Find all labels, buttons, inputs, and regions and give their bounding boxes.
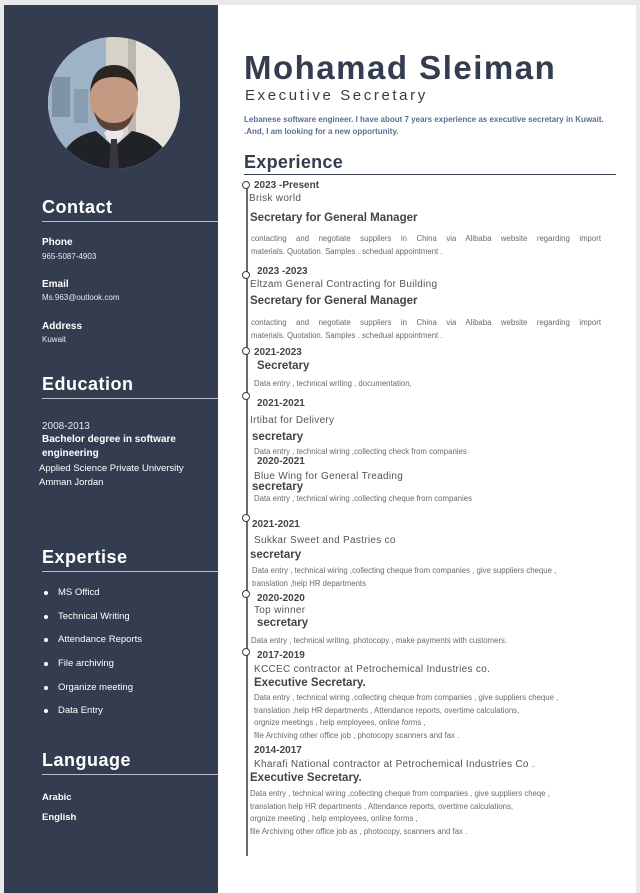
description-line: materials. Quotation. Samples . schedual appointment .: [251, 246, 443, 256]
job-description: [254, 378, 412, 391]
job-title: secretary: [250, 549, 302, 561]
job-date: 2020-2021: [257, 456, 305, 467]
job-date: 2023 -Present: [254, 180, 320, 191]
description-line: Data entry , technical wiring ,collecting cheque from companies: [254, 494, 472, 503]
resume-page: [4, 5, 636, 893]
language-item: Arabic: [42, 792, 72, 803]
job-title: secretary: [252, 431, 304, 443]
timeline-dot: [242, 392, 250, 400]
job-company: Sukkar Sweet and Pastries co: [254, 535, 396, 546]
phone-label: Phone: [42, 237, 73, 248]
job-title: Executive Secretary.: [250, 772, 362, 784]
description-line: contacting and negotiate suppliers in China via Alibaba website regarding import: [251, 318, 601, 327]
phone-value: 965-5087-4903: [42, 252, 97, 261]
list-item: Data Entry: [44, 705, 142, 729]
description-line: Data entry , technical wiring ,collecting cheque from companies , give suppliers cheque ,: [252, 566, 557, 575]
job-title: Secretary: [257, 360, 310, 372]
job-date: 2021-2021: [252, 519, 300, 530]
description-line: Data entry , technical writing, photocopy , make payments with customers.: [251, 636, 508, 645]
email-value: Ms.963@outlook.com: [42, 293, 120, 302]
job-date: 2017-2019: [257, 650, 305, 661]
description-line: Data entry , technical wiring ,collecting check from companies: [254, 447, 467, 456]
education-heading: Education: [42, 374, 134, 394]
job-date: 2020-2020: [257, 593, 305, 604]
job-description: [251, 233, 601, 258]
expertise-list: [44, 587, 142, 729]
job-description: [254, 493, 472, 506]
list-item: Technical Writing: [44, 611, 142, 635]
description-line: contacting and negotiate suppliers in China via Alibaba website regarding import: [251, 234, 601, 243]
education-degree: Bachelor degree in software engineering: [42, 434, 176, 459]
profile-summary: Lebanese software engineer. I have about 7 years experience as executive secretary in Kuwait. .And, I am looking for a new opportunity.: [244, 115, 604, 136]
description-line: materials. Quotation. Samples . schedual appointment .: [251, 330, 443, 340]
job-title: secretary: [252, 481, 304, 493]
contact-heading: Contact: [42, 197, 113, 217]
timeline-dot: [242, 590, 250, 598]
job-description: [251, 635, 507, 648]
description-line: translation ,help HR departments , Attendance reports, overtime calculations,: [254, 705, 520, 715]
job-date: 2014-2017: [254, 745, 302, 756]
job-description: [254, 692, 558, 742]
description-line: file Archiving other office job as , photocopy, scanners and fax .: [250, 826, 468, 836]
description-line: Data entry , technical wiring ,collecting cheque from companies , give suppliers cheque ,: [254, 693, 559, 702]
candidate-role: Executive Secretary: [245, 87, 428, 104]
description-line: translation help HR departments , Attendance reports, overtime calculations,: [250, 801, 514, 811]
job-company: Eltzam General Contracting for Building: [250, 279, 438, 290]
job-company: KCCEC contractor at Petrochemical Industries co.: [254, 664, 491, 675]
email-label: Email: [42, 279, 69, 290]
list-item: MS Officd: [44, 587, 142, 611]
language-heading: Language: [42, 750, 132, 770]
language-divider: [42, 774, 218, 775]
experience-divider: [244, 174, 616, 175]
expertise-divider: [42, 571, 218, 572]
timeline-dot: [242, 347, 250, 355]
job-company: Brisk world: [249, 193, 302, 204]
description-line: Data entry , technical writing , documentation,: [254, 379, 412, 388]
profile-photo: [48, 37, 180, 169]
education-years: 2008-2013: [42, 421, 90, 432]
expertise-heading: Expertise: [42, 547, 128, 567]
job-description: [250, 788, 550, 838]
job-title: Secretary for General Manager: [250, 212, 418, 224]
list-item: File archiving: [44, 658, 142, 682]
job-date: 2021-2023: [254, 347, 302, 358]
job-company: Irtibat for Delivery: [250, 415, 335, 426]
sidebar: [4, 5, 218, 893]
list-item: Organize meeting: [44, 682, 142, 706]
education-city: Amman Jordan: [39, 477, 104, 488]
timeline-dot: [242, 181, 250, 189]
contact-divider: [42, 221, 218, 222]
job-title: Executive Secretary.: [254, 677, 366, 689]
job-company: Blue Wing for General Treading: [254, 471, 404, 482]
description-line: file Archiving other office job , photocopy scanners and fax .: [254, 730, 460, 740]
description-line: orgnize meeting , help employees, online forms ,: [250, 814, 418, 824]
portrait-illustration: [48, 37, 180, 169]
job-description: [251, 317, 601, 342]
experience-heading: Experience: [244, 152, 344, 172]
language-item: English: [42, 812, 77, 823]
list-item: Attendance Reports: [44, 634, 142, 658]
address-label: Address: [42, 321, 83, 332]
address-value: Kuwait: [42, 335, 67, 344]
candidate-name: Mohamad Sleiman: [244, 49, 557, 86]
job-title: Secretary for General Manager: [250, 295, 418, 307]
education-divider: [42, 398, 218, 399]
job-company: Top winner: [254, 605, 306, 616]
job-date: 2023 -2023: [257, 266, 308, 277]
description-line: Data entry , technical wiring ,collecting cheque from companies , give suppliers cheqe ,: [250, 789, 550, 798]
education-school: Applied Science Private University: [39, 463, 184, 474]
description-line: orgnize meetings , help employees, online forms ,: [254, 718, 426, 728]
job-description: [252, 565, 556, 590]
timeline-dot: [242, 648, 250, 656]
job-title: secretary: [257, 617, 309, 629]
timeline-dot: [242, 514, 250, 522]
timeline-dot: [242, 271, 250, 279]
job-date: 2021-2021: [257, 398, 305, 409]
job-company: Kharafi National contractor at Petrochemical Industries Co .: [254, 759, 535, 770]
description-line: translation ,help HR departments: [252, 578, 366, 588]
